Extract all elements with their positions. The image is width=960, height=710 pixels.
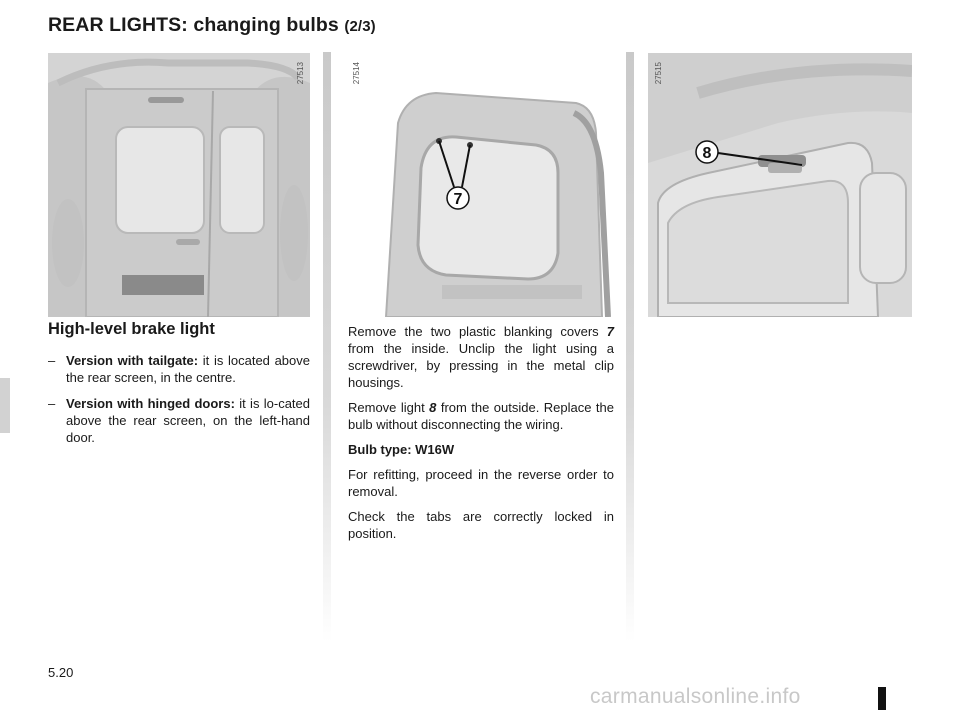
text-run: from the inside. Unclip the light using a screwdriver, by pressing in the metal clip housings. [348,341,614,390]
page-number: 5.20 [48,665,74,680]
callout-7: 7 [453,191,463,208]
list-item-text: it is located above the rear screen, in the centre. [66,353,310,385]
section-heading-brake-light: High-level brake light [48,320,215,338]
list-item-text: it is lo-cated above the rear screen, on the left-hand door. [66,396,310,445]
list-item [48,395,310,446]
figure-door-inside [346,53,612,317]
door-inside-illustration [346,53,612,317]
text-run: Remove the two plastic blanking covers [348,324,607,339]
text-run: Remove light [348,400,430,415]
instruction-paragraph [348,323,614,391]
rear-doors-illustration [48,53,310,317]
bulb-type [348,441,614,458]
instruction-paragraph [348,399,614,433]
list-item-label: Version with tailgate: [66,353,199,368]
page-title-main: REAR LIGHTS: changing bulbs [48,14,339,36]
figure-ref-1: 27513 [296,62,305,85]
bulb-type-text: Bulb type: W16W [348,442,455,457]
instruction-paragraph: For refitting, proceed in the reverse order to removal. [348,467,614,499]
instructions-column [348,323,614,550]
ref-7: 7 [606,324,614,339]
column-divider-2 [626,52,634,642]
list-item [48,352,310,386]
watermark: carmanualsonline.info [590,685,801,708]
door-outside-illustration [648,53,912,317]
figure-ref-2: 27514 [352,62,361,85]
instruction-paragraph: Check the tabs are correctly locked in position. [348,509,614,541]
figure-rear-doors [48,53,310,317]
list-item-label: Version with hinged doors: [66,396,235,411]
chapter-tab [0,378,10,433]
text-run: from the outside. Replace the bulb without disconnecting the wiring. [348,400,614,432]
ref-8: 8 [429,400,437,415]
brake-light-list [48,352,310,455]
figure-ref-3: 27515 [654,62,663,85]
page-title-subtitle: (2/3) [344,18,376,35]
figure-door-outside [648,53,912,317]
page-title [48,14,376,37]
callout-8: 8 [702,145,712,162]
column-divider-1 [323,52,331,642]
page-marker [878,687,886,710]
